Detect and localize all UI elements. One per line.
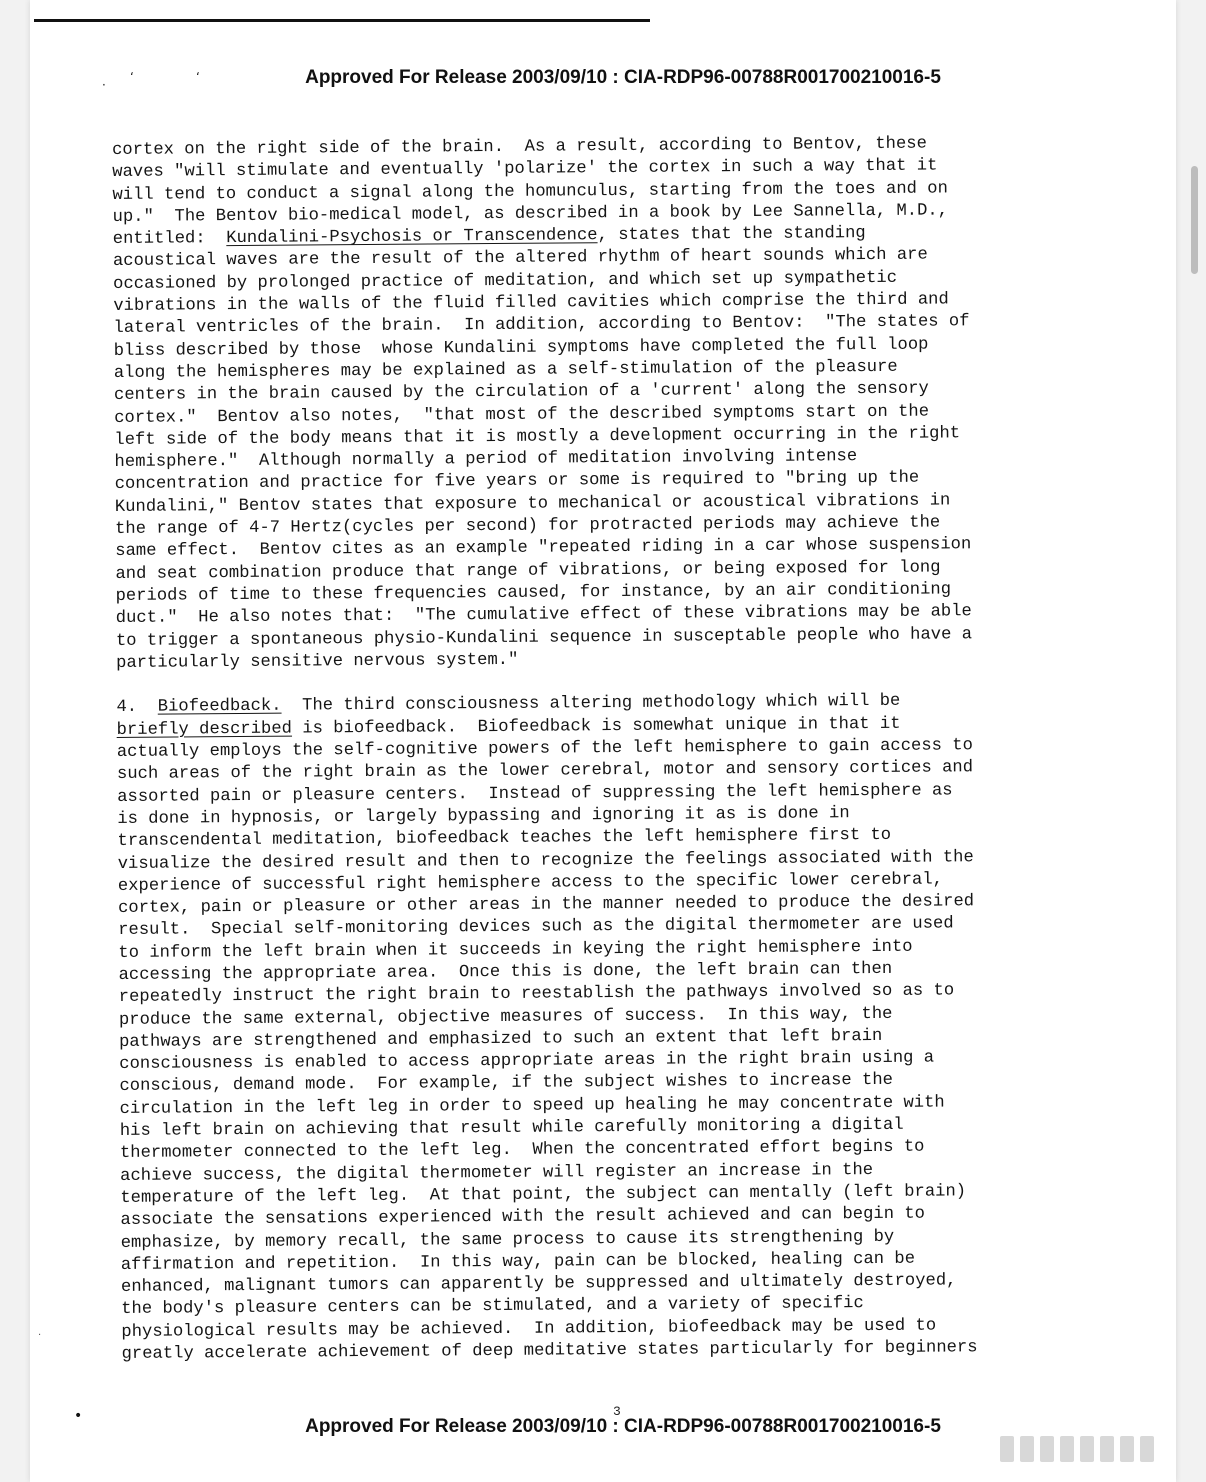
text-line: transcendental meditation, biofeedback teaches the left hemisphere first to <box>117 826 892 852</box>
release-header: Approved For Release 2003/09/10 : CIA-RDP96-00788R001700210016-5 <box>305 67 941 88</box>
text-line: lateral ventricles of the brain. In addition, according to Bentov: "The states of <box>113 312 970 339</box>
text-line: waves "will stimulate and eventually 'polarize' the cortex in such a way that it <box>112 156 938 183</box>
paragraph-bentov <box>112 132 1076 675</box>
scan-speck: ‘ <box>196 70 200 84</box>
text-line: achieve success, the digital thermometer will register an increase in the <box>120 1160 874 1186</box>
section-number: 4. <box>116 698 158 718</box>
thumbnail-placeholder <box>1140 1436 1154 1462</box>
document-body <box>112 132 1082 1366</box>
text-line: thermometer connected to the left leg. When the concentrated effort begins to <box>119 1138 925 1164</box>
scan-speck: • <box>74 1408 83 1424</box>
scan-speck: · <box>38 1330 42 1341</box>
text-line: actually employs the self-cognitive powers of the left hemisphere to gain access to <box>116 736 973 762</box>
text-line: along the hemispheres may be explained as a self-stimulation of the pleasure <box>113 357 898 383</box>
text-line: cortex on the right side of the brain. As a result, according to Bentov, these <box>112 134 927 160</box>
section-heading: Biofeedback. <box>157 697 282 718</box>
text-line: emphasize, by memory recall, the same process to cause its strengthening by <box>120 1227 895 1253</box>
text-line: concentration and practice for five years or some is required to "bring up the <box>114 469 920 495</box>
text-line: occasioned by prolonged practice of meditation, and which set up sympathetic <box>113 268 898 294</box>
thumbnail-placeholder <box>1000 1436 1014 1462</box>
text-line: hemisphere." Although normally a period of meditation involving intense <box>114 447 858 473</box>
text-line: cortex." Bentov also notes, "that most of the described symptoms start on the <box>114 402 930 428</box>
text-line: will tend to conduct a signal along the homunculus, starting from the toes and on <box>112 179 948 205</box>
release-footer: Approved For Release 2003/09/10 : CIA-RDP96-00788R001700210016-5 <box>305 1416 941 1437</box>
text-line: and seat combination produce that range of vibrations, or being exposed for long <box>115 558 941 584</box>
text-line: assorted pain or pleasure centers. Instead of suppressing the left hemisphere as <box>117 781 953 807</box>
thumbnail-placeholder <box>1100 1436 1114 1462</box>
thumbnail-placeholder <box>1020 1436 1034 1462</box>
thumbnail-placeholder <box>1060 1436 1074 1462</box>
text-line: the range of 4-7 Hertz(cycles per second) for protracted periods may achieve the <box>114 513 941 540</box>
text-fragment: is biofeedback. Biofeedback is somewhat unique in that it <box>291 714 901 739</box>
text-line: associate the sensations experienced with the result achieved and can begin to <box>120 1204 926 1231</box>
text-line: repeatedly instruct the right brain to reestablish the pathways involved so as to <box>118 981 955 1008</box>
text-line: same effect. Bentov cites as an example "repeated riding in a car whose suspension <box>115 535 972 562</box>
thumbnail-placeholder <box>1040 1436 1054 1462</box>
top-rule <box>34 19 650 22</box>
text-line: physiological results may be achieved. In addition, biofeedback may be used to <box>121 1316 937 1342</box>
text-line: the body's pleasure centers can be stimulated, and a variety of specific <box>121 1294 864 1320</box>
text-line: is done in hypnosis, or largely bypassing and ignoring it as is done in <box>117 804 850 829</box>
text-line: bliss described by those whose Kundalini symptoms have completed the full loop <box>113 335 929 361</box>
book-title: Kundalini-Psychosis or Transcendence <box>226 226 598 249</box>
text-line: to trigger a spontaneous physio-Kundalini sequence in susceptable people who have a <box>115 624 973 651</box>
text-line: greatly accelerate achievement of deep meditative states particularly for beginners <box>121 1338 978 1364</box>
text-line: cortex, pain or pleasure or other areas in the manner needed to produce the desired <box>117 892 975 919</box>
text-line: consciousness is enabled to access appropriate areas in the right brain using a <box>119 1048 935 1075</box>
page-number: 3 <box>613 1404 621 1419</box>
text-line: enhanced, malignant tumors can apparently be suppressed and ultimately destroyed, <box>120 1271 957 1298</box>
underlined-phrase: briefly described <box>116 719 293 740</box>
text-line: left side of the body means that it is mostly a development occurring in the right <box>114 424 961 450</box>
thumbnail-placeholder <box>1120 1436 1134 1462</box>
paragraph-biofeedback <box>116 690 1081 1366</box>
scan-speck: ‘ <box>130 70 134 84</box>
page-thumbnail-strip <box>1000 1436 1200 1462</box>
text-line: pathways are strengthened and emphasized to such an extent that left brain <box>119 1026 883 1052</box>
document-page <box>30 0 1176 1482</box>
thumbnail-placeholder <box>1080 1436 1094 1462</box>
text-line: acoustical waves are the result of the altered rhythm of heart sounds which are <box>112 246 928 272</box>
text-line: such areas of the right brain as the lower cerebral, motor and sensory cortices and <box>116 758 974 785</box>
text-line: to inform the left brain when it succeeds in keying the right hemisphere into <box>118 937 913 963</box>
text-fragment: The third consciousness altering methodology which will be <box>281 692 901 717</box>
text-line: circulation in the left leg in order to speed up healing he may concentrate with <box>119 1093 945 1119</box>
text-fragment: , states that the standing <box>597 224 866 246</box>
text-line: experience of successful right hemisphere access to the specific lower cerebral, <box>117 870 944 896</box>
text-line: centers in the brain caused by the circulation of a 'current' along the sensory <box>113 379 929 406</box>
text-line: his left brain on achieving that result while carefully monitoring a digital <box>119 1115 904 1142</box>
text-line: Kundalini," Bentov states that exposure to mechanical or acoustical vibrations in <box>114 491 951 517</box>
text-line: visualize the desired result and then to recognize the feelings associated with the <box>117 847 974 874</box>
text-line: up." The Bentov bio-medical model, as described in a book by Lee Sannella, M.D., <box>112 201 949 227</box>
text-line: duct." He also notes that: "The cumulative effect of these vibrations may be able <box>115 602 972 629</box>
text-line: affirmation and repetition. In this way, pain can be blocked, healing can be <box>120 1249 916 1275</box>
text-line: periods of time to these frequencies caused, for instance, by an air conditioning <box>115 580 952 606</box>
text-line: accessing the appropriate area. Once this is done, the left brain can then <box>118 959 893 985</box>
text-line: temperature of the left leg. At that point, the subject can mentally (left brain) <box>120 1182 967 1208</box>
text-line: vibrations in the walls of the fluid filled cavities which comprise the third and <box>113 290 949 317</box>
text-line: particularly sensitive nervous system." <box>116 650 519 673</box>
text-fragment: entitled: <box>112 229 227 250</box>
text-line: produce the same external, objective measures of success. In this way, the <box>118 1004 893 1030</box>
text-line: result. Special self-monitoring devices such as the digital thermometer are used <box>118 914 954 941</box>
text-line: conscious, demand mode. For example, if the subject wishes to increase the <box>119 1071 894 1097</box>
scan-speck: · <box>102 78 106 92</box>
vertical-scrollbar[interactable] <box>1191 166 1198 274</box>
